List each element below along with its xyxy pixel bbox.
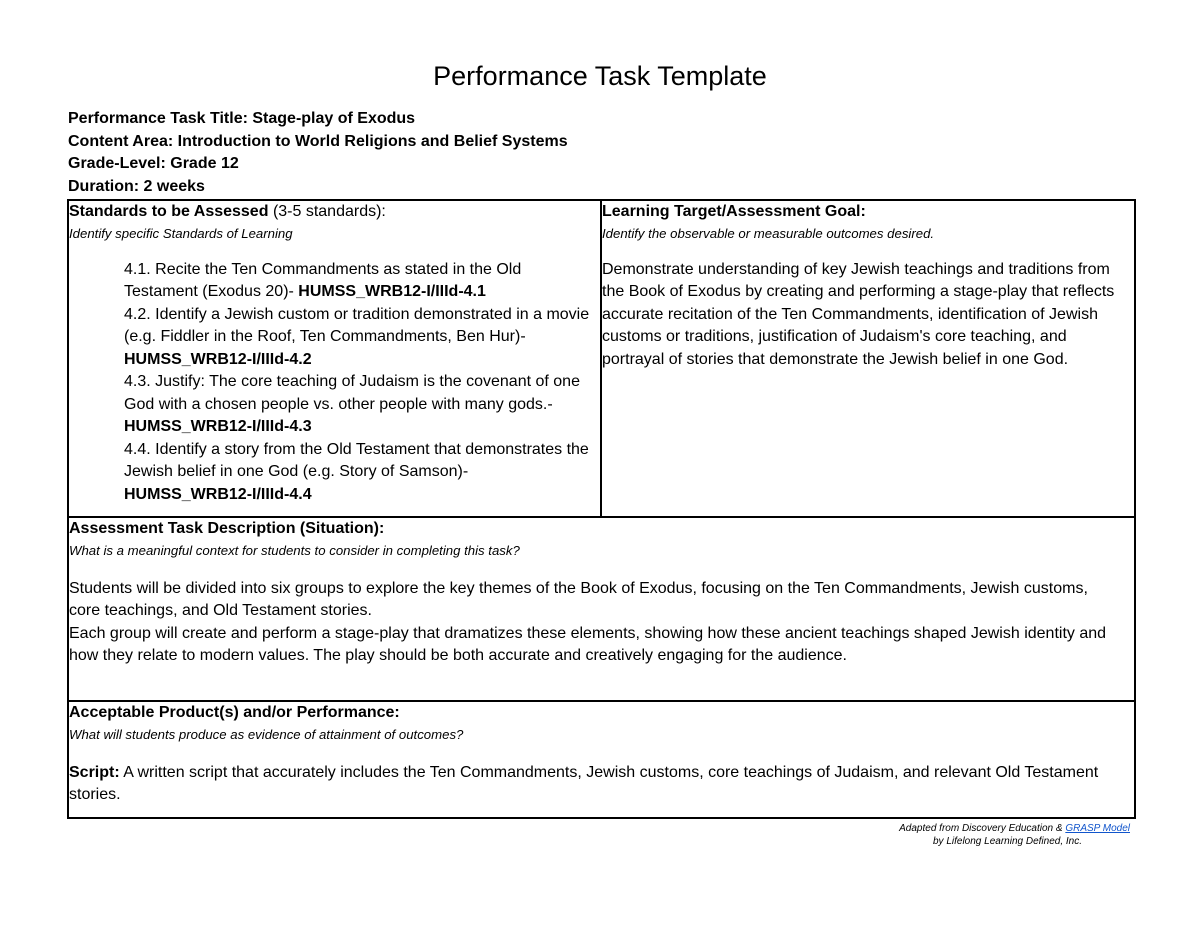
assessment-task-cell <box>68 517 1135 701</box>
grasp-model-link[interactable]: GRASP Model <box>1065 823 1130 834</box>
standard-code-3: HUMSS_WRB12-I/IIId-4.3 <box>124 418 312 435</box>
row-product <box>68 701 1135 818</box>
page-title: Performance Task Template <box>433 61 767 91</box>
content-area: Content Area: Introduction to World Religions and Belief Systems <box>68 132 568 150</box>
standards-subtitle: Identify specific Standards of Learning <box>69 225 293 241</box>
task-table <box>67 199 1136 819</box>
standard-item-1: 4.1. Recite the Ten Commandments as stated in the Old Testament (Exodus 20)- HUMSS_WRB12-I/IIId-4.1 <box>124 260 522 300</box>
product-script <box>69 762 1134 807</box>
grade-level: Grade-Level: Grade 12 <box>68 155 239 173</box>
standard-item-3: 4.3. Justify: The core teaching of Judaism is the covenant of one God with a chosen people vs. other people with many gods.- HUMSS_WRB12-I/IIId-4.3 <box>124 373 580 435</box>
script-text: A written script that accurately includes the Ten Commandments, Jewish customs, core teachings of Judaism, and relevant Old Testament stories. <box>69 763 1099 803</box>
task-meta <box>68 108 568 198</box>
learning-target-heading: Learning Target/Assessment Goal: <box>602 203 866 220</box>
row-standards-target <box>68 200 1135 517</box>
footer-line-2: by Lifelong Learning Defined, Inc. <box>933 836 1082 847</box>
learning-target-subtitle: Identify the observable or measurable outcomes desired. <box>602 225 935 241</box>
standard-item-4: 4.4. Identify a story from the Old Testament that demonstrates the Jewish belief in one God (e.g. Story of Samson)- HUMSS_WRB12-I/IIId-4.4 <box>124 440 589 503</box>
script-label: Script: <box>69 763 120 781</box>
product-cell <box>68 701 1135 818</box>
standards-list <box>69 259 600 507</box>
assessment-task-subtitle: What is a meaningful context for students to consider in completing this task? <box>69 542 520 558</box>
assessment-task-paragraph-2: Each group will create and perform a stage-play that dramatizes these elements, showing how these ancient teachings shaped Jewish identity and how they relate to modern values. The play should be both accurate and creatively engaging for the audience. <box>69 624 1107 664</box>
standard-item-2: 4.2. Identify a Jewish custom or tradition demonstrated in a movie (e.g. Fiddler in the Roof, Ten Commandments, Ben Hur)- HUMSS_WRB12-I/IIId-4.2 <box>124 305 590 368</box>
standards-cell <box>68 200 601 517</box>
row-assessment-task <box>68 517 1135 701</box>
duration: Duration: 2 weeks <box>68 177 205 195</box>
footer-attribution <box>0 822 1130 848</box>
standard-code-4: HUMSS_WRB12-I/IIId-4.4 <box>124 485 312 503</box>
learning-target-body: Demonstrate understanding of key Jewish teachings and traditions from the Book of Exodus by creating and performing a stage-play that reflects accurate recitation of the Ten Commandments, identification of Jewish customs or traditions, justification of Judaism's core teaching, and portrayal of stories that demonstrate the Jewish belief in one God. <box>602 260 1115 368</box>
product-subtitle: What will students produce as evidence of attainment of outcomes? <box>69 726 464 742</box>
standard-code-1: HUMSS_WRB12-I/IIId-4.1 <box>298 283 486 300</box>
assessment-task-heading: Assessment Task Description (Situation): <box>69 520 385 537</box>
footer-line-1: Adapted from Discovery Education & GRASP Model <box>899 823 1130 834</box>
standards-heading: Standards to be Assessed (3-5 standards): <box>69 203 386 220</box>
assessment-task-paragraph-1: Students will be divided into six groups to explore the key themes of the Book of Exodus, focusing on the Ten Commandments, Jewish customs, core teachings, and Old Testament stories. <box>69 579 1088 619</box>
learning-target-cell <box>601 200 1135 517</box>
standards-heading-note: (3-5 standards): <box>272 203 386 220</box>
product-heading: Acceptable Product(s) and/or Performance: <box>69 704 400 721</box>
task-title: Performance Task Title: Stage-play of Exodus <box>68 110 416 127</box>
standard-code-2: HUMSS_WRB12-I/IIId-4.2 <box>124 350 312 368</box>
